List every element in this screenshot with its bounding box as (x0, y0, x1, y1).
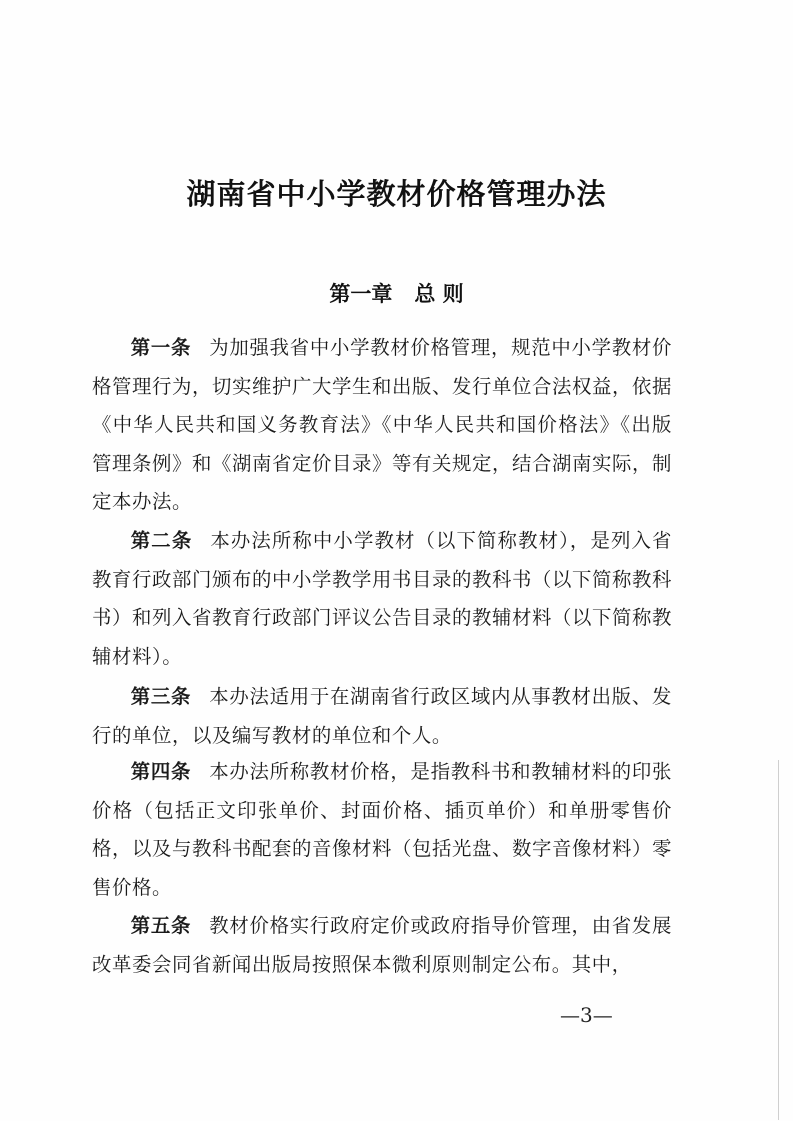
article-1 (92, 329, 672, 522)
article-5 (92, 907, 672, 984)
article-text: 本办法所称中小学教材（以下简称教材），是列入省教育行政部门颁布的中小学教学用书目录的教科书（以下简称教科书）和列入省教育行政部门评议公告目录的教辅材料（以下简称教辅材料）。 (92, 529, 672, 668)
document-title: 湖南省中小学教材价格管理办法 (186, 177, 607, 211)
page-number: —3— (560, 1003, 613, 1027)
chapter-heading (0, 278, 793, 308)
article-2 (92, 522, 672, 676)
article-label: 第四条 (130, 760, 192, 783)
scan-edge-line (778, 760, 779, 1120)
article-label: 第五条 (130, 914, 192, 937)
chapter-number: 第一章 (329, 282, 393, 306)
article-label: 第二条 (130, 529, 193, 552)
article-text: 教材价格实行政府定价或政府指导价管理，由省发展改革委会同省新闻出版局按照保本微利原则制定公布。其中， (92, 914, 672, 976)
chapter-name: 总 则 (414, 282, 464, 306)
article-label: 第三条 (130, 685, 192, 708)
article-label: 第一条 (130, 336, 192, 359)
article-text: 为加强我省中小学教材价格管理，规范中小学教材价格管理行为，切实维护广大学生和出版、发行单位合法权益，依据《中华人民共和国义务教育法》《中华人民共和国价格法》《出版管理条例》和《湖南省定价目录》等有关规定，结合湖南实际，制定本办法。 (92, 336, 672, 513)
article-4 (92, 753, 672, 907)
article-text: 本办法适用于在湖南省行政区域内从事教材出版、发行的单位，以及编写教材的单位和个人。 (92, 685, 672, 747)
article-text: 本办法所称教材价格，是指教科书和教辅材料的印张价格（包括正文印张单价、封面价格、插页单价）和单册零售价格，以及与教科书配套的音像材料（包括光盘、数字音像材料）零售价格。 (92, 760, 672, 899)
article-3 (92, 678, 672, 755)
